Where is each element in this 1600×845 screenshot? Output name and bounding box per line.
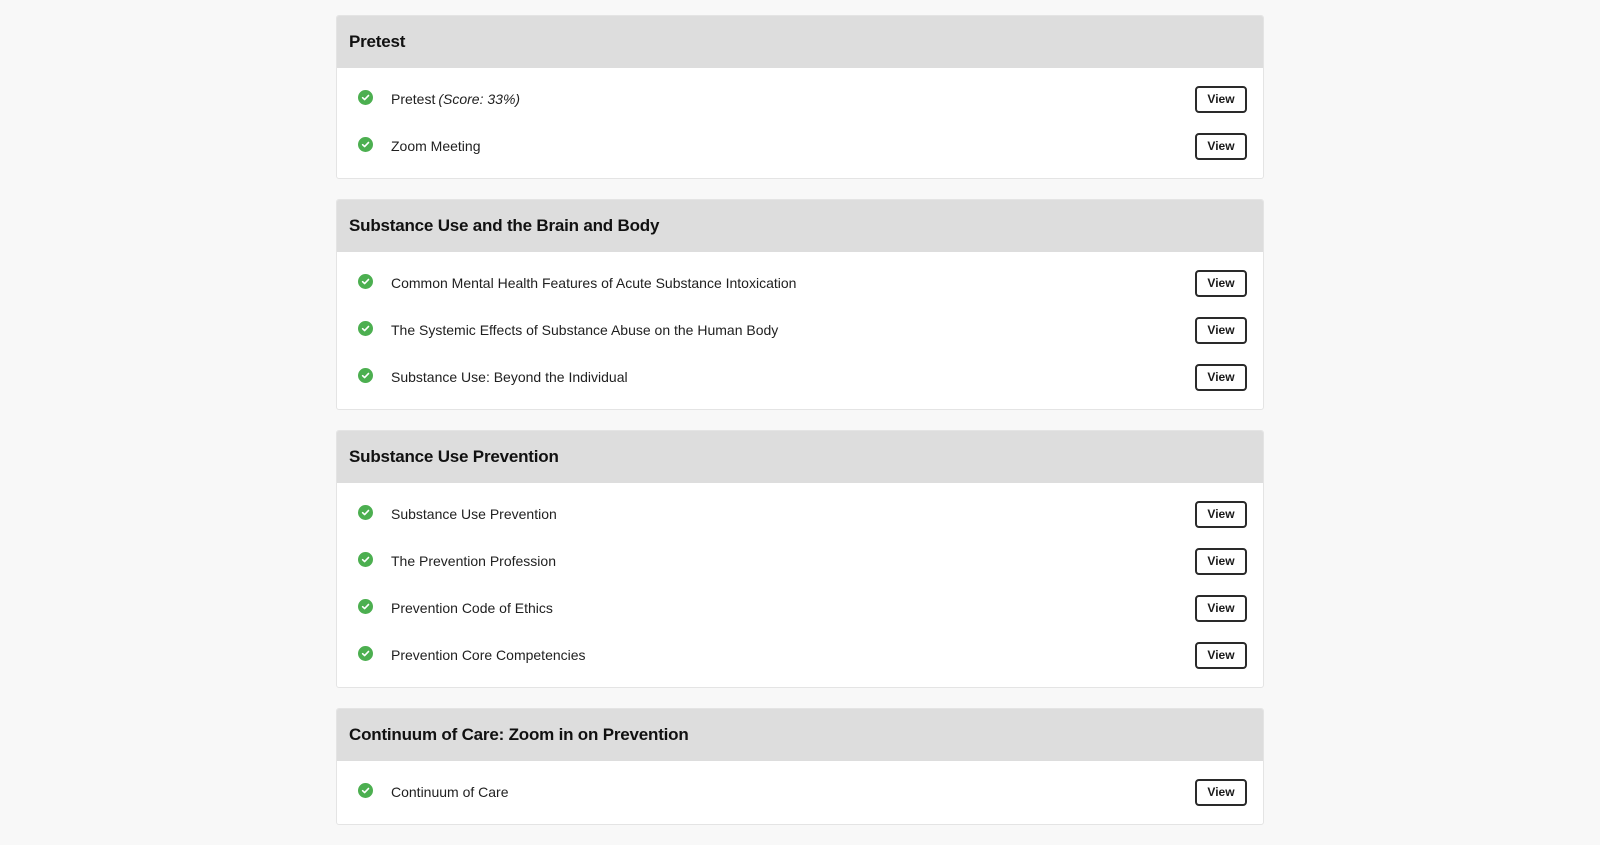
section-brain-and-body <box>336 199 1264 410</box>
list-item <box>337 584 1263 631</box>
section-title: Substance Use Prevention <box>337 431 1263 483</box>
list-item <box>337 259 1263 306</box>
item-label: The Prevention Profession <box>391 552 556 569</box>
list-item <box>337 490 1263 537</box>
view-button[interactable]: View <box>1195 317 1247 344</box>
check-circle-icon <box>358 368 373 383</box>
section-continuum-of-care <box>336 708 1264 825</box>
view-button[interactable]: View <box>1195 642 1247 669</box>
check-circle-icon <box>358 90 373 105</box>
section-substance-use-prevention <box>336 430 1264 688</box>
check-circle-icon <box>358 505 373 520</box>
check-circle-icon <box>358 599 373 614</box>
check-circle-icon <box>358 552 373 567</box>
item-label: Zoom Meeting <box>391 137 481 154</box>
view-button[interactable]: View <box>1195 501 1247 528</box>
item-label: Common Mental Health Features of Acute Substance Intoxication <box>391 274 797 291</box>
view-button[interactable]: View <box>1195 270 1247 297</box>
section-body <box>337 68 1263 178</box>
list-item <box>337 353 1263 400</box>
list-item <box>337 122 1263 169</box>
item-title: Pretest <box>391 90 436 107</box>
check-circle-icon <box>358 321 373 336</box>
item-score: (Score: 33%) <box>438 90 521 107</box>
item-label <box>391 91 520 107</box>
item-label: Substance Use Prevention <box>391 505 557 522</box>
course-outline <box>336 15 1264 845</box>
section-body <box>337 761 1263 824</box>
list-item <box>337 537 1263 584</box>
item-label: Prevention Code of Ethics <box>391 599 553 616</box>
section-body <box>337 252 1263 409</box>
list-item <box>337 631 1263 678</box>
view-button[interactable]: View <box>1195 133 1247 160</box>
section-pretest <box>336 15 1264 179</box>
section-title: Continuum of Care: Zoom in on Prevention <box>337 709 1263 761</box>
item-label: Prevention Core Competencies <box>391 646 586 663</box>
item-label: The Systemic Effects of Substance Abuse on the Human Body <box>391 321 779 338</box>
item-label: Substance Use: Beyond the Individual <box>391 368 628 385</box>
view-button[interactable]: View <box>1195 779 1247 806</box>
check-circle-icon <box>358 783 373 798</box>
list-item <box>337 768 1263 815</box>
list-item <box>337 75 1263 122</box>
list-item <box>337 306 1263 353</box>
section-title: Substance Use and the Brain and Body <box>337 200 1263 252</box>
view-button[interactable]: View <box>1195 548 1247 575</box>
check-circle-icon <box>358 137 373 152</box>
view-button[interactable]: View <box>1195 364 1247 391</box>
section-body <box>337 483 1263 687</box>
check-circle-icon <box>358 274 373 289</box>
check-circle-icon <box>358 646 373 661</box>
item-label: Continuum of Care <box>391 783 509 800</box>
section-title: Pretest <box>337 16 1263 68</box>
view-button[interactable]: View <box>1195 595 1247 622</box>
view-button[interactable]: View <box>1195 86 1247 113</box>
